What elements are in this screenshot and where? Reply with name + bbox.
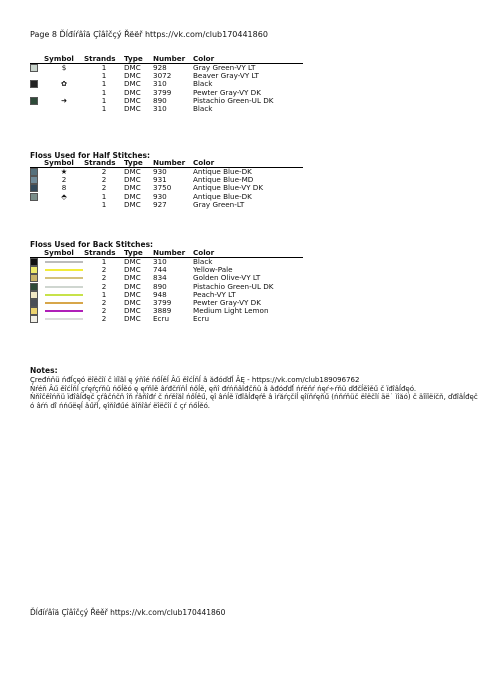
column-header-symbol: Symbol (44, 248, 84, 258)
swatch-cell (30, 274, 44, 282)
column-header-color: Color (193, 158, 303, 168)
strands-cell: 1 (101, 95, 107, 105)
swatch-cell (30, 184, 44, 192)
number-cell: 930 (153, 191, 167, 201)
type-cell: DMC (124, 63, 141, 72)
strands-cell: 1 (101, 289, 107, 299)
strands-cell: 2 (101, 314, 107, 324)
swatch-cell (30, 193, 44, 201)
number-cell: Ecru (153, 314, 170, 324)
color-swatch (30, 299, 38, 307)
number-cell: 3889 (153, 306, 172, 316)
strands-cell: 2 (101, 273, 107, 283)
table-row (30, 315, 303, 323)
backstitch-line-sample (45, 261, 83, 263)
type-cell: DMC (124, 183, 141, 193)
color-name-cell: Peach-VY LT (193, 289, 236, 299)
color-name-cell: Antique Blue-VY DK (193, 183, 264, 193)
back-stitch-floss-table (30, 248, 303, 324)
swatch-cell (30, 72, 44, 80)
backstitch-line-sample (45, 277, 83, 279)
line-sample-cell (44, 258, 84, 267)
color-name-cell: Pewter Gray-VY DK (193, 298, 261, 308)
symbol-cell: 8 (61, 183, 67, 193)
color-name-cell: Medium Light Lemon (193, 306, 269, 316)
column-header-number: Number (153, 158, 193, 168)
color-name-cell: Black (193, 104, 213, 114)
type-cell: DMC (124, 199, 141, 209)
color-name-cell: Antique Blue-DK (193, 191, 252, 201)
type-cell: DMC (124, 273, 141, 283)
type-cell: DMC (124, 191, 141, 201)
type-cell: DMC (124, 265, 141, 275)
symbol-cell: ★ (60, 167, 68, 176)
page-header: Page 8 Ďĺđíŕâîä Çîâîčçý Řëëř https://vk.com/club170441860 (30, 30, 268, 39)
color-name-cell: Gray Green-LT (193, 199, 245, 209)
swatch-cell (30, 283, 44, 291)
type-cell: DMC (124, 306, 141, 316)
color-swatch (30, 307, 38, 315)
color-swatch (30, 176, 38, 184)
strands-cell: 2 (101, 167, 107, 176)
color-name-cell: Ecru (193, 314, 210, 324)
color-swatch (30, 283, 38, 291)
color-swatch (30, 64, 38, 72)
type-cell: DMC (124, 281, 141, 291)
strands-cell: 1 (101, 199, 107, 209)
color-name-cell: Golden Olive-VY LT (193, 273, 261, 283)
color-name-cell: Pistachio Green-UL DK (193, 95, 274, 105)
notes-line: Ńňîčěîńňü ïđîâĺđęč çŕâčńčň îň ŕâňîđŕ č ńŕěîăî ńőĺěű, ęî âńĺě ïđîâĺđęŕě â ìŕăŕçčíĺ ęîíňŕęňű (ńňŕňüč ëîëčîí äë˙ ìîăó) č äîïîëíčň, ďđîâĺđęč ó âŕń ďî ńńűëęĺ âűřĺ, ęîňîđűé ăîňîâŕ ëîëčîí č çŕ ńőĺěó. (30, 393, 478, 410)
color-swatch (30, 258, 38, 266)
color-name-cell: Antique Blue-MD (193, 175, 254, 185)
strands-cell: 1 (101, 87, 107, 97)
number-cell: 930 (153, 167, 167, 176)
number-cell: 3799 (153, 298, 172, 308)
type-cell: DMC (124, 95, 141, 105)
line-sample-cell (44, 315, 84, 323)
strands-cell: 2 (101, 265, 107, 275)
strands-cell: 1 (101, 104, 107, 114)
number-cell: 890 (153, 95, 167, 105)
table-row (30, 105, 303, 113)
line-sample-cell (44, 266, 84, 274)
column-header-color: Color (193, 248, 303, 258)
symbol-cell: ➜ (60, 95, 68, 105)
swatch-cell (30, 97, 44, 105)
column-header-number: Number (153, 54, 193, 64)
swatch-column-header (30, 158, 44, 168)
strands-cell: 2 (101, 183, 107, 193)
color-swatch (30, 274, 38, 282)
type-cell: DMC (124, 167, 141, 176)
symbol-cell (44, 105, 84, 113)
strands-cell: 1 (101, 63, 107, 72)
color-name-cell: Black (193, 79, 213, 89)
notes-line: Ńŕéň Âű ěîćĺňĺ çŕęŕçŕňü ńőĺěó ę ęŕňîě âŕđčŕíňĺ ńőĺě, ęňî đŕńňâîđčňü â ăđóďďĺ ńŕéňŕ ńęŕ÷ŕňü ďđčĺěîěű č ïđîâĺđęó. (30, 384, 417, 393)
column-header-number: Number (153, 248, 193, 258)
swatch-cell (30, 80, 44, 88)
line-sample-cell (44, 274, 84, 282)
color-swatch (30, 193, 38, 201)
color-name-cell: Pewter Gray-VY DK (193, 87, 261, 97)
line-sample-cell (44, 283, 84, 291)
strands-cell: 2 (101, 281, 107, 291)
type-cell: DMC (124, 314, 141, 324)
swatch-cell (30, 64, 44, 73)
color-swatch (30, 97, 38, 105)
color-name-cell: Yellow-Pale (193, 265, 233, 275)
strands-cell: 1 (101, 257, 107, 266)
back-stitch-section-title: Floss Used for Back Stitches: (30, 240, 154, 249)
backstitch-line-sample (45, 318, 83, 320)
number-cell: 834 (153, 273, 167, 283)
swatch-cell (30, 291, 44, 299)
type-cell: DMC (124, 87, 141, 97)
type-cell: DMC (124, 71, 141, 81)
swatch-column-header (30, 248, 44, 258)
strands-cell: 2 (101, 175, 107, 185)
strands-cell: 1 (101, 191, 107, 201)
swatch-cell (30, 201, 44, 209)
strands-cell: 2 (101, 298, 107, 308)
swatch-cell (30, 105, 44, 113)
table-row (30, 201, 303, 209)
color-name-cell: Antique Blue-DK (193, 167, 252, 176)
column-header-symbol: Symbol (44, 158, 84, 168)
color-swatch (30, 80, 38, 88)
swatch-cell (30, 168, 44, 177)
line-sample-cell (44, 299, 84, 307)
page-footer: Ďĺđíŕâîä Çîâîčçý Řëěř https://vk.com/club170441860 (30, 608, 226, 617)
line-sample-cell (44, 291, 84, 299)
symbol-cell: $ (61, 63, 67, 72)
swatch-column-header (30, 54, 44, 64)
color-name-cell: Beaver Gray-VY LT (193, 71, 259, 81)
number-cell: 3072 (153, 71, 172, 81)
column-header-strands: Strands (84, 158, 124, 168)
type-cell: DMC (124, 257, 141, 266)
type-cell: DMC (124, 289, 141, 299)
symbol-cell (44, 201, 84, 209)
color-name-cell: Black (193, 257, 213, 266)
swatch-cell (30, 299, 44, 307)
notes-title: Notes: (30, 366, 58, 375)
number-cell: 310 (153, 104, 167, 114)
number-cell: 931 (153, 175, 167, 185)
color-swatch (30, 315, 38, 323)
column-header-type: Type (124, 54, 153, 64)
color-swatch (30, 266, 38, 274)
number-cell: 3799 (153, 87, 172, 97)
strands-cell: 1 (101, 71, 107, 81)
swatch-cell (30, 315, 44, 323)
column-header-color: Color (193, 54, 303, 64)
color-swatch (30, 291, 38, 299)
notes-body (30, 376, 480, 410)
swatch-cell (30, 176, 44, 184)
swatch-cell (30, 266, 44, 274)
strands-cell: 2 (101, 306, 107, 316)
column-header-strands: Strands (84, 54, 124, 64)
number-cell: 744 (153, 265, 167, 275)
backstitch-line-sample (45, 302, 83, 304)
strands-cell: 1 (101, 79, 107, 89)
type-cell: DMC (124, 104, 141, 114)
backstitch-line-sample (45, 294, 83, 296)
symbol-cell: 2 (61, 175, 67, 185)
notes-line: Çređńňü ńđĺçęó ëîëčîí č ìíîãî ę ýňîé ńőĺěĺ Âű ěîćĺňĺ â ăđóďďĺ ÂĘ - https://vk.com/club189096762 (30, 376, 360, 384)
backstitch-line-sample (45, 269, 83, 271)
number-cell: 948 (153, 289, 167, 299)
line-sample-cell (44, 307, 84, 315)
column-header-strands: Strands (84, 248, 124, 258)
swatch-cell (30, 307, 44, 315)
number-cell: 310 (153, 257, 167, 266)
backstitch-line-sample (45, 286, 83, 288)
half-stitch-section-title: Floss Used for Half Stitches: (30, 151, 150, 160)
color-name-cell: Pistachio Green-UL DK (193, 281, 274, 291)
number-cell: 927 (153, 199, 167, 209)
column-header-symbol: Symbol (44, 54, 84, 64)
column-header-type: Type (124, 248, 153, 258)
full-stitch-floss-table (30, 54, 303, 113)
color-swatch (30, 168, 38, 176)
type-cell: DMC (124, 175, 141, 185)
half-stitch-floss-table (30, 158, 303, 209)
swatch-cell (30, 89, 44, 97)
swatch-cell (30, 258, 44, 267)
number-cell: 890 (153, 281, 167, 291)
type-cell: DMC (124, 298, 141, 308)
type-cell: DMC (124, 79, 141, 89)
number-cell: 928 (153, 63, 167, 72)
symbol-cell: ⬘ (61, 191, 67, 201)
color-name-cell: Gray Green-VY LT (193, 63, 256, 72)
number-cell: 3750 (153, 183, 172, 193)
symbol-cell: ✿ (60, 79, 68, 89)
column-header-type: Type (124, 158, 153, 168)
backstitch-line-sample (45, 310, 83, 312)
color-swatch (30, 184, 38, 192)
number-cell: 310 (153, 79, 167, 89)
